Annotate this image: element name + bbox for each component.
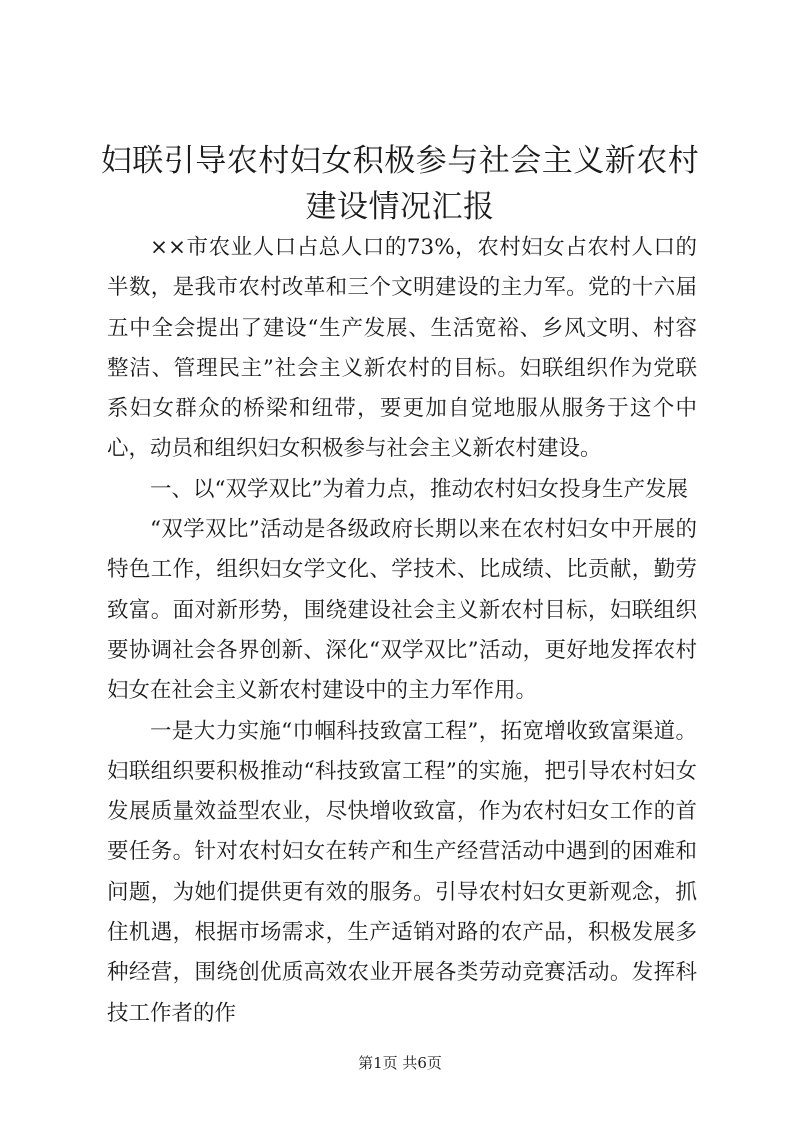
document-title: 妇联引导农村妇女积极参与社会主义新农村建设情况汇报 (100, 143, 700, 225)
paragraph-intro: ××市农业人口占总人口的73%，农村妇女占农村人口的半数，是我市农村改革和三个文明建设的主力军。党的十六届五中全会提出了建设“生产发展、生活宽裕、乡风文明、村容整洁、管理民主”社会主义新农村的目标。妇联组织作为党联系妇女群众的桥梁和纽带，要更加自觉地服从服务于这个中心，动员和组织妇女积极参与社会主义新农村建设。 (107, 235, 697, 462)
page-footer: 第1页 共6页 (358, 1054, 442, 1072)
document-body (107, 228, 697, 1034)
section-heading: 一、以“双学双比”为着力点，推动农村妇女投身生产发展 (150, 476, 688, 502)
paragraph-point-one: 一是大力实施“巾帼科技致富工程”，拓宽增收致富渠道。妇联组织要积极推动“科技致富工程”的实施，把引导农村妇女发展质量效益型农业，尽快增收致富，作为农村妇女工作的首要任务。针对农村妇女在转产和生产经营活动中遇到的困难和问题，为她们提供更有效的服务。引导农村妇女更新观念，抓住机遇，根据市场需求，生产适销对路的农产品，积极发展多种经营，围绕创优质高效农业开展各类劳动竞赛活动。发挥科技工作者的作 (107, 718, 697, 1026)
paragraph-shuangxue: “双学双比”活动是各级政府长期以来在农村妇女中开展的特色工作，组织妇女学文化、学技术、比成绩、比贡献，勤劳致富。面对新形势，围绕建设社会主义新农村目标，妇联组织要协调社会各界创新、深化“双学双比”活动，更好地发挥农村妇女在社会主义新农村建设中的主力军作用。 (107, 517, 697, 704)
